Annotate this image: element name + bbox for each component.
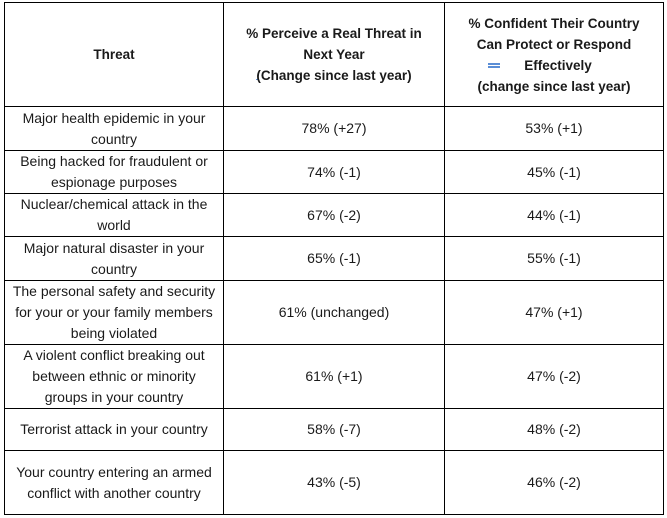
header-perceive-line3: (Change since last year) <box>256 68 412 83</box>
header-row <box>5 3 664 107</box>
header-threat-label: Threat <box>93 47 135 62</box>
cell-threat: Being hacked for fraudulent or espionage purposes <box>5 151 224 194</box>
cell-confident: 45% (-1) <box>445 151 664 194</box>
cell-threat: Terrorist attack in your country <box>5 409 224 451</box>
cell-perceive: 61% (+1) <box>224 345 445 409</box>
equals-marker-icon <box>488 63 500 68</box>
header-perceive <box>224 3 445 107</box>
cell-perceive: 61% (unchanged) <box>224 281 445 345</box>
table-row <box>5 281 664 345</box>
header-confident-line1: % Confident Their Country <box>468 15 640 31</box>
table-header <box>5 3 664 107</box>
cell-confident: 47% (-2) <box>445 345 664 409</box>
table-body <box>5 107 664 515</box>
header-confident <box>445 3 664 107</box>
cell-threat: Major health epidemic in your country <box>5 107 224 151</box>
table-row <box>5 409 664 451</box>
cell-confident: 55% (-1) <box>445 237 664 281</box>
header-threat <box>5 3 224 107</box>
header-confident-line2: Can Protect or Respond <box>476 36 632 52</box>
cell-perceive: 78% (+27) <box>224 107 445 151</box>
table-row <box>5 451 664 515</box>
table-row <box>5 345 664 409</box>
cell-perceive: 43% (-5) <box>224 451 445 515</box>
cell-confident: 53% (+1) <box>445 107 664 151</box>
cell-threat: Your country entering an armed conflict with another country <box>5 451 224 515</box>
cell-perceive: 58% (-7) <box>224 409 445 451</box>
table-row <box>5 237 664 281</box>
header-perceive-line1: % Perceive a Real Threat in <box>246 26 422 41</box>
cell-perceive: 74% (-1) <box>224 151 445 194</box>
cell-confident: 46% (-2) <box>445 451 664 515</box>
table-row <box>5 194 664 237</box>
cell-threat: Major natural disaster in your country <box>5 237 224 281</box>
table-row <box>5 151 664 194</box>
cell-threat: Nuclear/chemical attack in the world <box>5 194 224 237</box>
cell-threat: A violent conflict breaking out between ethnic or minority groups in your country <box>5 345 224 409</box>
cell-confident: 48% (-2) <box>445 409 664 451</box>
cell-perceive: 65% (-1) <box>224 237 445 281</box>
header-confident-line3: Effectively <box>524 57 592 73</box>
cell-threat: The personal safety and security for your or your family members being violated <box>5 281 224 345</box>
table-row <box>5 107 664 151</box>
threat-table <box>4 2 664 515</box>
header-perceive-line2: Next Year <box>303 47 365 62</box>
cell-perceive: 67% (-2) <box>224 194 445 237</box>
cell-confident: 47% (+1) <box>445 281 664 345</box>
header-confident-line4: (change since last year) <box>477 78 631 94</box>
header-confident-line3-wrap <box>451 55 657 76</box>
header-perceive-line3-wrap <box>230 65 438 86</box>
cell-confident: 44% (-1) <box>445 194 664 237</box>
